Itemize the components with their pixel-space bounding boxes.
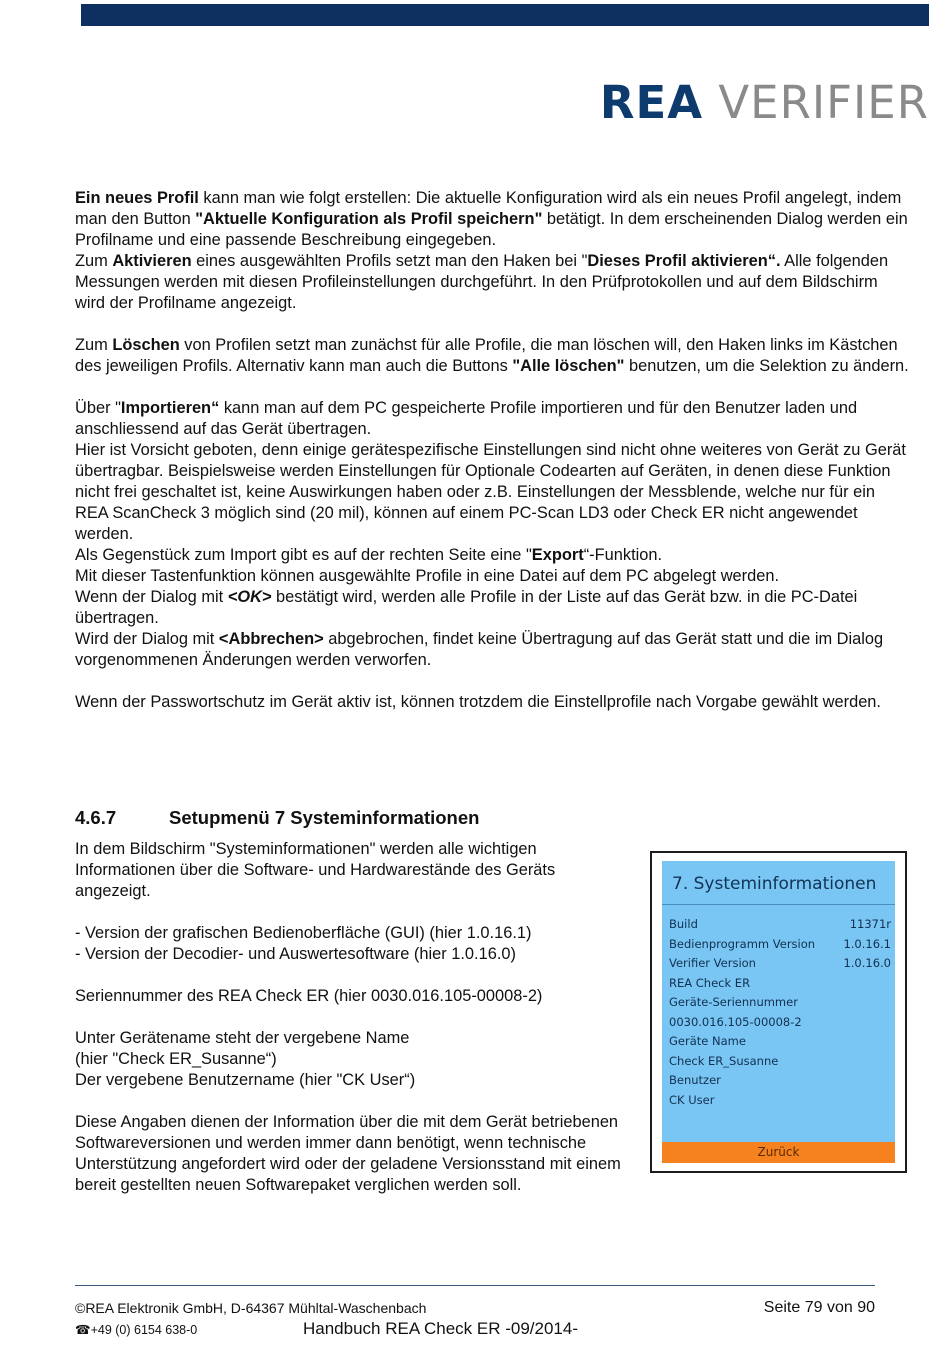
devicename-text: Unter Gerätename steht der vergebene Name	[75, 1029, 410, 1047]
info-row: Verifier Version 1.0.16.0	[669, 956, 891, 970]
header-bar	[81, 4, 929, 26]
info-row: Build 11371r	[669, 917, 891, 931]
footer-page-number: Seite 79 von 90	[763, 1299, 875, 1316]
devicename-example: (hier "Check ER_Susanne“)	[75, 1050, 277, 1068]
paragraph-export-function: Mit dieser Tastenfunktion können ausgewählte Profile in eine Datei auf dem PC abgelegt werden.	[75, 567, 780, 585]
info-row: Bedienprogramm Version 1.0.16.1	[669, 937, 891, 951]
section-heading	[75, 807, 479, 829]
paragraph-delete: Zum Löschen von Profilen setzt man zunächst für alle Profile, die man löschen will, den Haken links im Kästchen des jeweiligen Profils. Alternativ kann man auch die Buttons "Alle löschen" benutzen, um die Selektion zu ändern.	[75, 336, 909, 375]
version-decoder-text: - Version der Decodier- und Auswertesoftware (hier 1.0.16.0)	[75, 945, 516, 963]
paragraph-new-profile: Ein neues Profil kann man wie folgt erstellen: Die aktuelle Konfiguration wird als ein neues Profil angelegt, indem man den Button "Aktuelle Konfiguration als Profil speichern" betätigt. In dem erscheinenden Dialog werden ein Profilname und eine passende Beschreibung eingegeben.	[75, 189, 908, 249]
serial-text: Seriennummer des REA Check ER (hier 0030.016.105-00008-2)	[75, 987, 543, 1005]
info-row: Benutzer	[669, 1073, 721, 1087]
paragraph-cancel: Wird der Dialog mit <Abbrechen> abgebrochen, findet keine Übertragung auf das Gerät statt und die im Dialog vorgenommenen Änderungen werden verworfen.	[75, 630, 884, 669]
paragraph-password: Wenn der Passwortschutz im Gerät aktiv ist, können trotzdem die Einstellprofile nach Vorgabe gewählt werden.	[75, 693, 881, 711]
back-button[interactable]: Zurück	[662, 1142, 895, 1163]
closing-text: Diese Angaben dienen der Information über die mit dem Gerät betriebenen Softwareversionen und werden immer dann benötigt, wenn technische Unterstützung angefordert wird oder der geladene Versionsstand mit einem bereit gestellten neuen Softwarepaket verglichen werden soll.	[75, 1113, 621, 1194]
info-row: Geräte-Seriennummer	[669, 995, 798, 1009]
info-row: Check ER_Susanne	[669, 1054, 779, 1068]
body-text	[75, 188, 910, 713]
info-row: CK User	[669, 1093, 715, 1107]
section-intro: In dem Bildschirm "Systeminformationen" werden alle wichtigen Informationen über die Software- und Hardwarestände des Geräts angezeigt.	[75, 840, 556, 900]
info-row: Geräte Name	[669, 1034, 746, 1048]
footer-phone: ☎+49 (0) 6154 638-0	[75, 1323, 198, 1337]
footer-manual-title: Handbuch REA Check ER -09/2014-	[303, 1319, 578, 1338]
version-gui-text: - Version der grafischen Bedienoberfläche (GUI) (hier 1.0.16.1)	[75, 924, 532, 942]
paragraph-ok: Wenn der Dialog mit <OK> bestätigt wird, werden alle Profile in der Liste auf das Gerät bzw. in die PC-Datei übertragen.	[75, 588, 858, 627]
footer-company: ©REA Elektronik GmbH, D-64367 Mühltal-Waschenbach	[75, 1300, 427, 1316]
paragraph-activate: Zum Aktivieren eines ausgewählten Profils setzt man den Haken bei "Dieses Profil aktivieren“. Alle folgenden Messungen werden mit diesen Profileinstellungen durchgeführt. In den Prüfprotokollen und auf dem Bildschirm wird der Profilname angezeigt.	[75, 252, 889, 312]
device-screenshot	[650, 851, 907, 1173]
section-title: Setupmenü 7 Systeminformationen	[169, 807, 480, 828]
username-text: Der vergebene Benutzername (hier "CK User“)	[75, 1071, 416, 1089]
screen-title: 7. Systeminformationen	[672, 874, 877, 894]
paragraph-export: Als Gegenstück zum Import gibt es auf der rechten Seite eine "Export“-Funktion.	[75, 546, 663, 564]
section-text	[75, 839, 635, 1196]
title-divider	[662, 904, 895, 905]
device-screen	[662, 861, 895, 1163]
paragraph-caution: Hier ist Vorsicht geboten, denn einige gerätespezifische Einstellungen sind nicht ohne weiteres von Gerät zu Gerät übertragbar. Beispielsweise werden Einstellungen für Optionale Codearten auf Geräten, in denen diese Funktion nicht frei geschaltet ist, keine Auswirkungen haben oder z.B. Einstellungen der Messblende, welche nur für ein REA ScanCheck 3 möglich sind (20 mil), können auf einem PC-Scan LD3 oder Check ER nicht angewendet werden.	[75, 441, 906, 543]
section-number: 4.6.7	[75, 807, 117, 828]
rea-verifier-logo: REA VERIFIER	[599, 76, 929, 129]
footer-divider	[75, 1285, 875, 1286]
info-row: 0030.016.105-00008-2	[669, 1015, 802, 1029]
paragraph-import: Über "Importieren“ kann man auf dem PC gespeicherte Profile importieren und für den Benutzer laden und anschliessend auf das Gerät übertragen.	[75, 399, 858, 438]
info-row: REA Check ER	[669, 976, 751, 990]
